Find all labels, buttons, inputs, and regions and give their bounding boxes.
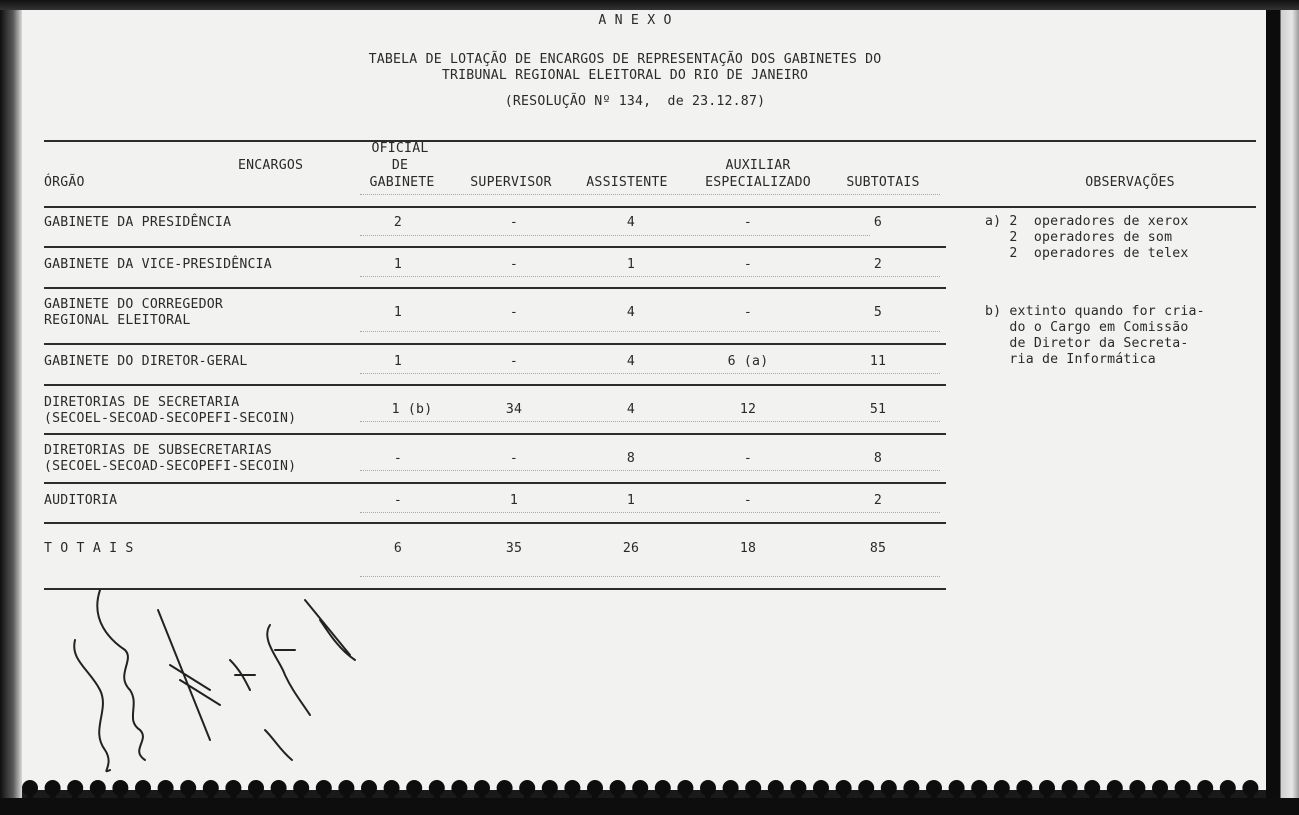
resolution-reference: (RESOLUÇÃO Nº 134, de 23.12.87) (504, 94, 766, 109)
row-orgao: AUDITORIA (44, 493, 118, 508)
binding-hole-slot (140, 788, 146, 800)
binding-hole-slot (841, 788, 847, 800)
row-oficial: - (393, 493, 403, 508)
scan-right-border (1266, 10, 1299, 815)
row-orgao: GABINETE DA PRESIDÊNCIA (44, 215, 232, 230)
row-auxiliar: 12 (739, 402, 757, 417)
row-oficial: 1 (393, 305, 403, 320)
row-supervisor: - (509, 257, 519, 272)
binding-hole-slot (1089, 788, 1095, 800)
row-rule (44, 343, 946, 345)
row-supervisor: 1 (509, 493, 519, 508)
totals-assistente: 26 (622, 541, 640, 556)
binding-hole-slot (705, 788, 711, 800)
binding-hole-slot (117, 788, 123, 800)
row-rule (44, 246, 946, 248)
row-subtotal: 2 (873, 257, 883, 272)
binding-hole-slot (976, 788, 982, 800)
row-rule (44, 384, 946, 386)
binding-hole-slot (615, 788, 621, 800)
signature-4 (230, 660, 255, 690)
row-dotted-leader (360, 373, 940, 374)
binding-hole-slot (931, 788, 937, 800)
row-rule (44, 433, 946, 435)
row-subtotal: 11 (869, 354, 887, 369)
row-supervisor: - (509, 215, 519, 230)
row-assistente: 4 (626, 215, 636, 230)
binding-hole-slot (682, 788, 688, 800)
row-subtotal: 8 (873, 451, 883, 466)
binding-hole-slot (1067, 788, 1073, 800)
binding-hole-slot (343, 788, 349, 800)
row-oficial: 1 (b) (391, 402, 433, 417)
row-oficial: 2 (393, 215, 403, 230)
row-orgao-line2: (SECOEL-SECOAD-SECOPEFI-SECOIN) (44, 459, 297, 474)
totals-oficial: 6 (393, 541, 403, 556)
row-auxiliar: - (743, 451, 753, 466)
observacao-a-line: 2 operadores de som (985, 230, 1173, 245)
anexo-heading: A N E X O (598, 13, 672, 28)
binding-hole-slot (253, 788, 259, 800)
observacao-a-line: a) 2 operadores de xerox (985, 214, 1189, 229)
scan-top-border (0, 0, 1299, 10)
binding-hole-slot (298, 788, 304, 800)
row-dotted-leader (360, 235, 870, 236)
header-oficial-line2: DE (391, 158, 409, 173)
binding-hole-slot (208, 788, 214, 800)
totals-label: T O T A I S (44, 541, 134, 556)
row-supervisor: - (509, 451, 519, 466)
binding-hole-slot (773, 788, 779, 800)
totals-supervisor: 35 (505, 541, 523, 556)
row-auxiliar: - (743, 493, 753, 508)
row-orgao-line2: (SECOEL-SECOAD-SECOPEFI-SECOIN) (44, 411, 297, 426)
observacao-b-line: ria de Informática (985, 352, 1156, 367)
row-auxiliar: 6 (a) (727, 354, 769, 369)
binding-hole-slot (479, 788, 485, 800)
row-assistente: 1 (626, 493, 636, 508)
observacao-b-line: b) extinto quando for cria- (985, 304, 1205, 319)
row-supervisor: - (509, 354, 519, 369)
binding-hole-slot (411, 788, 417, 800)
observacao-b-line: do o Cargo em Comissão (985, 320, 1189, 335)
binding-hole-slot (999, 788, 1005, 800)
signature-2 (97, 590, 145, 760)
binding-hole-slot (524, 788, 530, 800)
totals-auxiliar: 18 (739, 541, 757, 556)
row-auxiliar: - (743, 215, 753, 230)
binding-hole-slot (27, 788, 33, 800)
header-dotted-leader (360, 194, 940, 195)
row-orgao: DIRETORIAS DE SUBSECRETARIAS (44, 443, 272, 458)
signature-6 (305, 600, 355, 660)
signature-5 (267, 625, 310, 715)
row-dotted-leader (360, 470, 940, 471)
scan-left-border (0, 10, 22, 815)
signature-3 (158, 610, 220, 740)
row-dotted-leader (360, 576, 940, 577)
row-supervisor: - (509, 305, 519, 320)
binding-hole-slot (50, 788, 56, 800)
document-title-line2: TRIBUNAL REGIONAL ELEITORAL DO RIO DE JANEIRO (441, 68, 809, 83)
binding-hole-slot (795, 788, 801, 800)
row-oficial: 1 (393, 257, 403, 272)
row-rule (44, 287, 946, 289)
binding-hole-slot (1157, 788, 1163, 800)
binding-hole-slot (886, 788, 892, 800)
binding-hole-slot (660, 788, 666, 800)
row-oficial: 1 (393, 354, 403, 369)
binding-hole-slot (1202, 788, 1208, 800)
binding-hole-slot (954, 788, 960, 800)
binding-hole-slot (1021, 788, 1027, 800)
binding-hole-slot (1180, 788, 1186, 800)
row-orgao: GABINETE DO DIRETOR-GERAL (44, 354, 248, 369)
row-assistente: 4 (626, 305, 636, 320)
binding-hole-slot (637, 788, 643, 800)
binding-hole-slot (276, 788, 282, 800)
binding-hole-slot (72, 788, 78, 800)
row-orgao: GABINETE DA VICE-PRESIDÊNCIA (44, 257, 272, 272)
totals-subtotal: 85 (869, 541, 887, 556)
row-orgao-line2: REGIONAL ELEITORAL (44, 313, 191, 328)
binding-hole-slot (1134, 788, 1140, 800)
header-bottom-rule (44, 206, 1256, 208)
row-dotted-leader (360, 276, 940, 277)
signature-7 (265, 730, 292, 760)
binding-hole-slot (863, 788, 869, 800)
binding-hole-slot (818, 788, 824, 800)
row-subtotal: 5 (873, 305, 883, 320)
binding-hole-slot (389, 788, 395, 800)
binding-hole-slot (547, 788, 553, 800)
row-assistente: 1 (626, 257, 636, 272)
binding-hole-slot (1225, 788, 1231, 800)
binding-hole-slot (163, 788, 169, 800)
document-title-line1: TABELA DE LOTAÇÃO DE ENCARGOS DE REPRESENTAÇÃO DOS GABINETES DO (368, 52, 882, 67)
row-supervisor: 34 (505, 402, 523, 417)
header-encargos: ENCARGOS (238, 158, 304, 173)
binding-hole-slot (908, 788, 914, 800)
binding-hole-slot (728, 788, 734, 800)
binding-hole-slot (230, 788, 236, 800)
header-supervisor: SUPERVISOR (470, 175, 552, 190)
binding-hole-slot (366, 788, 372, 800)
row-subtotal: 6 (873, 215, 883, 230)
binding-hole-slot (750, 788, 756, 800)
binding-hole-slot (456, 788, 462, 800)
binding-hole-slot (592, 788, 598, 800)
binding-hole-slot (1247, 788, 1253, 800)
observacao-b-line: de Diretor da Secreta- (985, 336, 1189, 351)
header-observacoes: OBSERVAÇÕES (1085, 175, 1175, 190)
row-assistente: 4 (626, 402, 636, 417)
row-dotted-leader (360, 512, 940, 513)
row-dotted-leader (360, 331, 940, 332)
row-orgao: GABINETE DO CORREGEDOR (44, 297, 224, 312)
signature-1 (74, 640, 110, 771)
table-top-rule (44, 140, 1256, 142)
row-assistente: 4 (626, 354, 636, 369)
row-auxiliar: - (743, 305, 753, 320)
row-orgao: DIRETORIAS DE SECRETARIA (44, 395, 240, 410)
header-auxiliar-line2: ESPECIALIZADO (705, 175, 811, 190)
binding-hole-slot (185, 788, 191, 800)
header-subtotais: SUBTOTAIS (846, 175, 920, 190)
header-auxiliar-line1: AUXILIAR (725, 158, 791, 173)
binding-hole-slot (569, 788, 575, 800)
perforated-binding-strip (0, 768, 1299, 815)
handwritten-signatures (30, 580, 360, 780)
binding-hole-slot (95, 788, 101, 800)
binding-hole-slot (321, 788, 327, 800)
row-assistente: 8 (626, 451, 636, 466)
binding-hole-slot (434, 788, 440, 800)
header-orgao: ÓRGÃO (44, 175, 85, 190)
binding-hole-slot (1112, 788, 1118, 800)
row-oficial: - (393, 451, 403, 466)
row-rule (44, 522, 946, 524)
binding-hole-slot (502, 788, 508, 800)
header-oficial-line3: GABINETE (369, 175, 435, 190)
header-oficial-line1: OFICIAL (371, 141, 429, 156)
binding-hole-slot (1044, 788, 1050, 800)
observacao-a-line: 2 operadores de telex (985, 246, 1189, 261)
row-subtotal: 51 (869, 402, 887, 417)
row-subtotal: 2 (873, 493, 883, 508)
header-assistente: ASSISTENTE (586, 175, 668, 190)
row-auxiliar: - (743, 257, 753, 272)
row-rule (44, 482, 946, 484)
row-dotted-leader (360, 421, 940, 422)
